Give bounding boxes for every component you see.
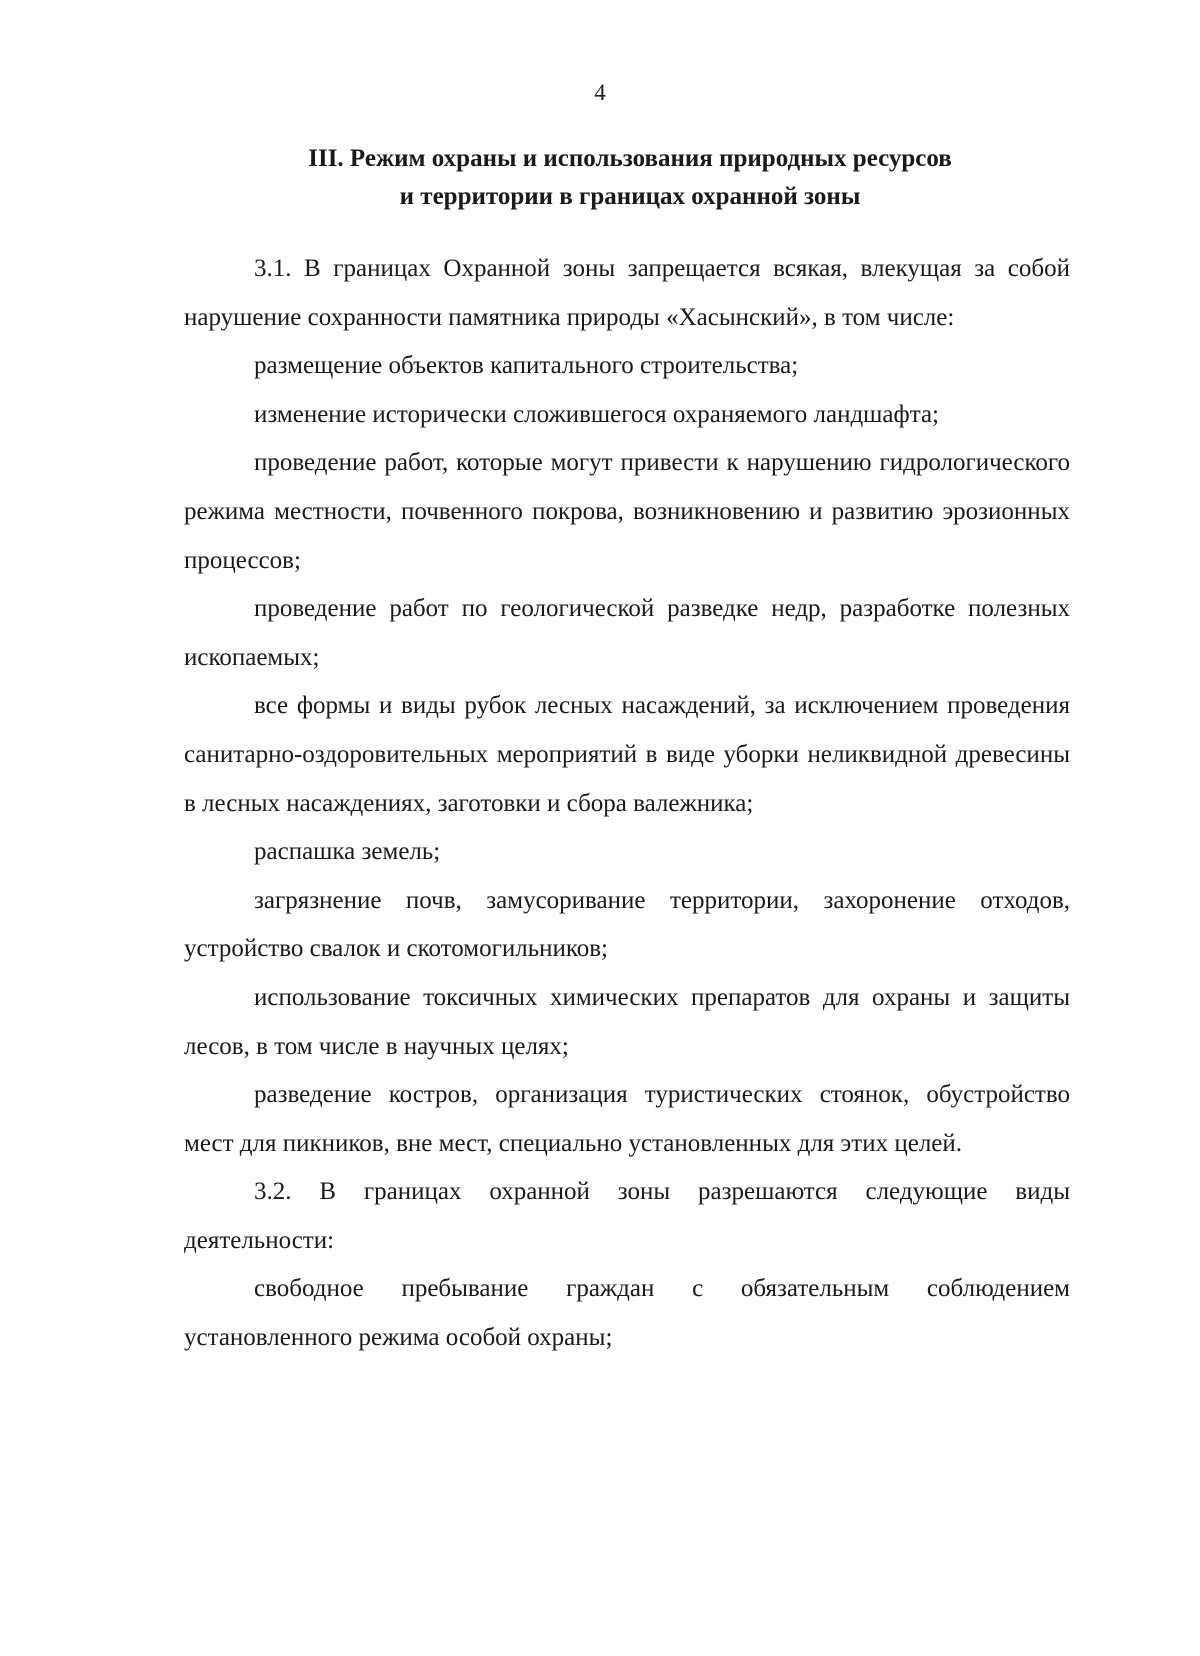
list-item: свободное пребывание граждан с обязательным соблюдением установленного режима особой охраны; (184, 1275, 1070, 1352)
list-item: все формы и виды рубок лесных насаждений, за исключением проведения санитарно-оздоровительных мероприятий в виде уборки неликвидной древесины в лесных насаждениях, заготовки и сбора валежника; (184, 692, 1070, 817)
list-item: загрязнение почв, замусоривание территории, захоронение отходов, устройство свалок и скотомогильников; (184, 886, 1070, 963)
list-item: распашка земель; (254, 838, 441, 866)
section-heading-line-2: и территории в границах охранной зоны (399, 183, 861, 210)
paragraph-3-1: 3.1. В границах Охранной зоны запрещается всякая, влекущая за собой нарушение сохранности памятника природы «Хасынский», в том числе: (184, 255, 1070, 331)
list-item: разведение костров, организация туристических стоянок, обустройство мест для пикников, вне мест, специально установленных для этих целей. (184, 1081, 1070, 1157)
list-item: проведение работ, которые могут привести к нарушению гидрологического режима местности, почвенного покрова, возникновению и развитию эрозионных процессов; (184, 449, 1070, 574)
document-body (184, 245, 1070, 1363)
list-item: размещение объектов капитального строительства; (254, 352, 799, 380)
section-heading-line-1: III. Режим охраны и использования природных ресурсов (308, 145, 952, 172)
list-item: изменение исторически сложившегося охраняемого ландшафта; (254, 400, 939, 428)
paragraph-3-2: 3.2. В границах охранной зоны разрешаются следующие виды деятельности: (184, 1178, 1070, 1254)
list-item: проведение работ по геологической разведке недр, разработке полезных ископаемых; (184, 595, 1070, 671)
page-number: 4 (594, 80, 606, 105)
section-heading (180, 140, 1080, 216)
list-item: использование токсичных химических препаратов для охраны и защиты лесов, в том числе в научных целях; (184, 983, 1070, 1060)
